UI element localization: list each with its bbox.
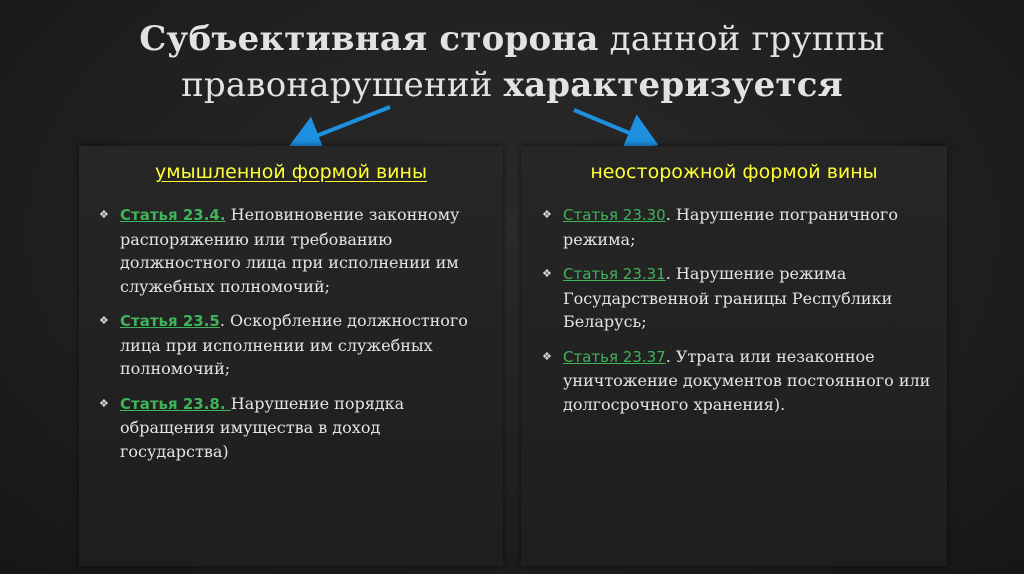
list-item [99,203,487,298]
diamond-bullet-icon: ❖ [542,208,552,221]
article-text: Нарушение порядка обращения имущества в доход государства) [120,393,405,461]
negligent-guilt-heading: неосторожной формой вины [590,161,878,183]
negligent-guilt-list [542,203,931,427]
list-item [542,203,931,251]
slide-title [0,16,1024,108]
list-item [99,392,487,464]
intentional-guilt-list [99,203,487,474]
intentional-guilt-heading: умышленной формой вины [155,161,427,183]
article-text: . Нарушение режима Государственной границы Республики Беларусь; [563,264,893,331]
diamond-bullet-icon: ❖ [99,208,109,221]
article-link[interactable]: Статья 23.4. [120,206,226,224]
left-arrow [296,107,390,144]
article-text: Неповиновение законному распоряжению или требованию должностного лица при исполнении им служебных полномочий; [120,205,460,296]
title-line-1 [0,16,1024,62]
intentional-guilt-panel [79,146,503,566]
article-link[interactable]: Статья 23.8. [120,394,231,413]
title-line-2 [0,62,1024,108]
article-link[interactable]: Статья 23.30 [563,206,666,224]
article-link[interactable]: Статья 23.5 [120,312,220,330]
list-item [542,345,931,417]
right-arrow [574,110,651,142]
diamond-bullet-icon: ❖ [99,396,109,410]
diamond-bullet-icon: ❖ [542,267,552,280]
diamond-bullet-icon: ❖ [542,349,552,363]
title-bold-4: характеризуется [503,65,843,105]
article-link[interactable]: Статья 23.37 [563,347,666,366]
diamond-bullet-icon: ❖ [99,314,109,327]
list-item [542,262,931,334]
title-text-2: данной группы [598,19,885,59]
list-item [99,309,487,381]
negligent-guilt-panel [521,146,947,566]
article-text: . Оскорбление должностного лица при исполнении им служебных полномочий; [120,311,468,378]
title-text-3: правонарушений [181,65,504,105]
title-bold-1: Субъективная сторона [139,19,599,59]
article-text: . Нарушение пограничного режима; [563,205,898,249]
article-text: . Утрата или незаконное уничтожение документов постоянного или долгосрочного хранения). [563,346,931,414]
article-link[interactable]: Статья 23.31 [563,265,666,283]
